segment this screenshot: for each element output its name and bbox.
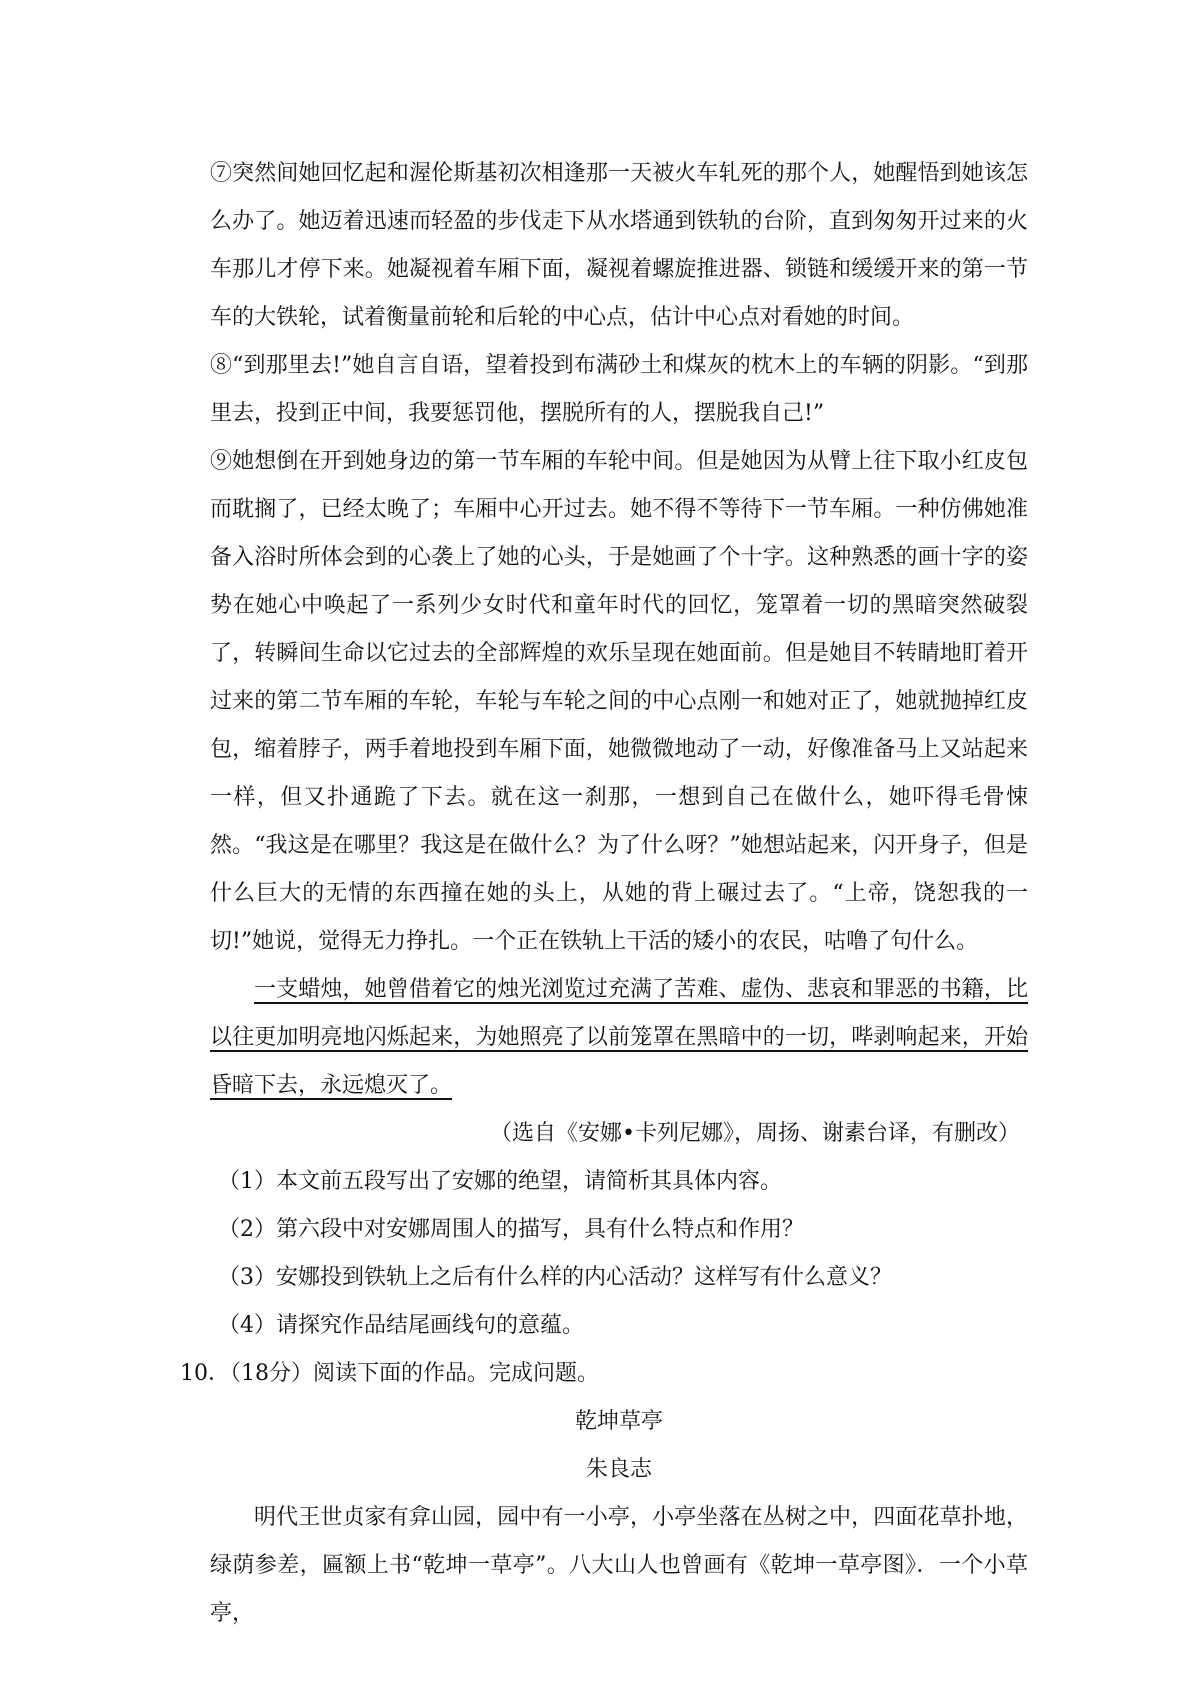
item-10-heading: 10．（18分）阅读下面的作品。完成问题。 — [180, 1361, 599, 1386]
article-author: 朱良志 — [585, 1457, 652, 1482]
paragraph-7: ⑦突然间她回忆起和渥伦斯基初次相逢那一天被火车轧死的那个人，她醒悟到她该怎么办了。她迈着迅速而轻盈的步伐走下从水塔通到铁轨的台阶，直到匆匆开过来的火车那儿才停下来。她凝视着车厢下面，凝视着螺旋推进器、锁链和缓缓开来的第一节车的大铁轮，试着衡量前轮和后轮的中心点，估计中心点对看她的时间。 — [210, 161, 1028, 330]
question-2: （2）第六段中对安娜周围人的描写，具有什么特点和作用？ — [218, 1217, 804, 1242]
paragraph-8: ⑧“到那里去!”她自言自语，望着投到布满砂土和煤灰的枕木上的车辆的阴影。“到那里去，投到正中间，我要惩罚他，摆脱所有的人，摆脱我自己!” — [210, 353, 1028, 426]
article-first-paragraph: 明代王世贞家有弇山园，园中有一小亭，小亭坐落在丛树之中，四面花草扑地，绿荫参差，匾额上书“乾坤一草亭”。八大山人也曾画有《乾坤一草亭图》．一个小草亭， — [210, 1505, 1028, 1626]
question-4: （4）请探究作品结尾画线句的意蕴。 — [218, 1313, 584, 1338]
question-3: （3）安娜投到铁轨上之后有什么样的内心活动？这样写有什么意义？ — [218, 1265, 892, 1290]
article-title: 乾坤草亭 — [574, 1409, 663, 1434]
source-citation: （选自《安娜•卡列尼娜》，周扬、谢素台译，有删改） — [490, 1121, 1020, 1146]
question-1: （1）本文前五段写出了安娜的绝望，请简析其具体内容。 — [218, 1169, 782, 1194]
paragraph-9: ⑨她想倒在开到她身边的第一节车厢的车轮中间。但是她因为从臂上往下取小红皮包而耽搁了，已经太晚了；车厢中心开过去。她不得不等待下一节车厢。一种仿佛她准备入浴时所体会到的心袭上了她的心头，于是她画了个十字。这种熟悉的画十字的姿势在她心中唤起了一系列少女时代和童年时代的回忆，笼罩着一切的黑暗突然破裂了，转瞬间生命以它过去的全部辉煌的欢乐呈现在她面前。但是她目不转睛地盯着开过来的第二节车厢的车轮，车轮与车轮之间的中心点刚一和她对正了，她就抛掉红皮包，缩着脖子，两手着地投到车厢下面，她微微地动了一动，好像准备马上又站起来一样，但又扑通跪了下去。就在这一刹那，一想到自己在做什么，她吓得毛骨悚然。“我这是在哪里？我这是在做什么？为了什么呀？”她想站起来，闪开身子，但是什么巨大的无情的东西撞在她的头上，从她的背上碾过去了。“上帝，饶恕我的一切!”她说，觉得无力挣扎。一个正在铁轨上干活的矮小的农民，咕噜了句什么。 — [210, 449, 1028, 954]
document-content — [180, 150, 1028, 1638]
ending-underlined-sentence: 一支蜡烛，她曾借着它的烛光浏览过充满了苦难、虚伪、悲哀和罪恶的书籍，比以往更加明亮地闪烁起来，为她照亮了以前笼罩在黑暗中的一切，哔剥响起来，开始昏暗下去，永远熄灭了。 — [210, 977, 1028, 1098]
